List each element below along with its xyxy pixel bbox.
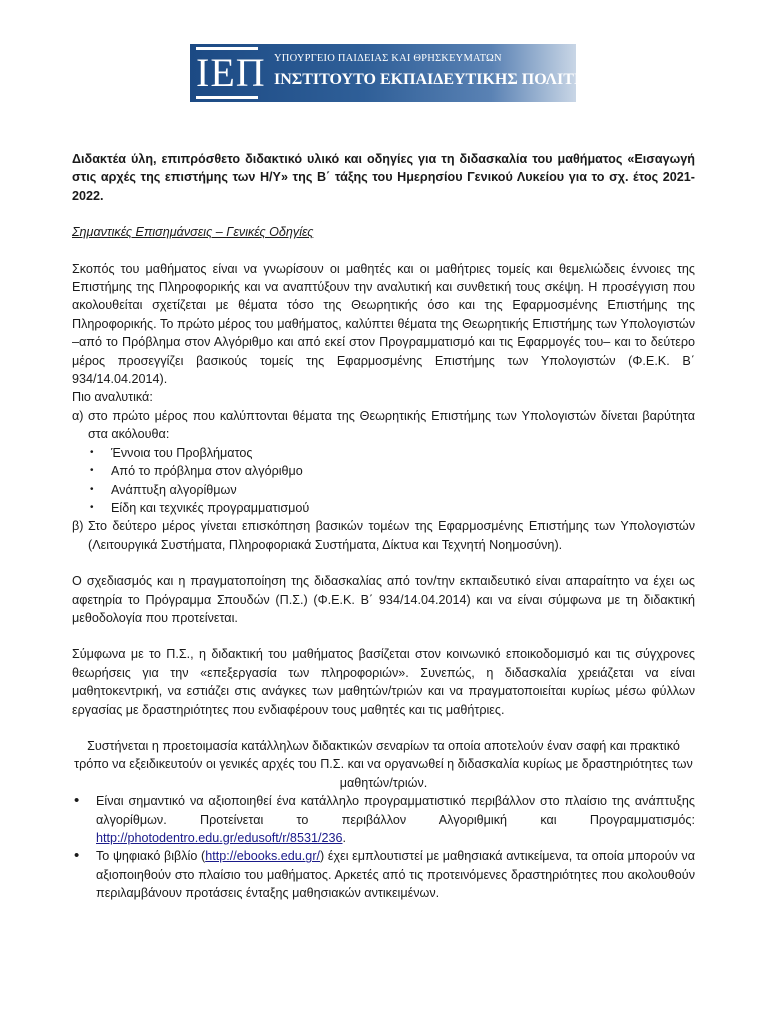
list-item-a: [72, 407, 695, 444]
document-title: Διδακτέα ύλη, επιπρόσθετο διδακτικό υλικό και οδηγίες για τη διδασκαλία του μαθήματος «Εισαγωγή στις αρχές της επιστήμης των Η/Υ» της Β΄ τάξης του Ημερησίου Γενικού Λυκείου για το σχ. έτος 2021-2022.: [72, 152, 695, 203]
topic-item: • Έννοια του Προβλήματος: [88, 444, 695, 462]
item-a-marker: α): [72, 408, 84, 423]
logo-letters: ΙΕΠ: [196, 50, 266, 95]
topic-item: • Είδη και τεχνικές προγραμματισμού: [88, 499, 695, 517]
paragraph-scenarios: Συστήνεται η προετοιμασία κατάλληλων διδακτικών σεναρίων τα οποία αποτελούν έναν σαφή και πρακτικό τρόπο να εξειδικευτούν οι γενικές αρχές του Π.Σ. και να οργανωθεί η διδασκαλία κυρίως με δραστηριότητες των μαθητών/τριών.: [74, 738, 693, 790]
item-a-text: στο πρώτο μέρος που καλύπτονται θέματα της Θεωρητικής Επιστήμης των Υπολογιστών δίνεται βαρύτητα στα ακόλουθα:: [88, 408, 695, 442]
ministry-name: ΥΠΟΥΡΓΕΙΟ ΠΑΙΔΕΙΑΣ ΚΑΙ ΘΡΗΣΚΕΥΜΑΤΩΝ: [274, 53, 502, 64]
document-body: [72, 150, 695, 903]
institute-name: ΙΝΣΤΙΤΟΥΤΟ ΕΚΠΑΙΔΕΥΤΙΚΗΣ ΠΟΛΙΤΙΚΗΣ: [274, 71, 616, 88]
iep-logo: [196, 47, 266, 99]
recommendations-list: [72, 792, 695, 902]
paragraph-more: Πιο αναλυτικά:: [72, 390, 153, 405]
paragraph-didactics: Σύμφωνα με το Π.Σ., η διδακτική του μαθήματος βασίζεται στον κοινωνικό εποικοδομισμό και τις σύγχρονες θεωρήσεις για την «επεξεργασία των πληροφοριών». Συνεπώς, η διδασκαλία χρειάζεται να είναι μαθητοκεντρική, να εστιάζει στις ανάγκες των μαθητών/τριών και να πραγματοποιείται κυρίως μέσω φύλλων εργασίας με δραστηριότητες που ενδιαφέρουν τους μαθητές και τις μαθήτριες.: [72, 647, 695, 717]
photodentro-link[interactable]: http://photodentro.edu.gr/edusoft/r/8531/236: [96, 831, 343, 845]
list-item-b: [72, 517, 695, 554]
topic-item: • Ανάπτυξη αλγορίθμων: [88, 481, 695, 499]
paragraph-design: Ο σχεδιασμός και η πραγματοποίηση της διδασκαλίας από τον/την εκπαιδευτικό είναι απαραίτητο να έχει ως αφετηρία το Πρόγραμμα Σπουδών (Π.Σ.) (Φ.Ε.Κ. Β΄ 934/14.04.2014) και να είναι σύμφωνα με τη διδακτική μεθοδολογία που προτείνεται.: [72, 574, 695, 625]
link-trailing: .: [342, 831, 346, 845]
recommendation-item: [72, 847, 695, 902]
first-part-topics: [72, 444, 695, 518]
item-b-text: Στο δεύτερο μέρος γίνεται επισκόπηση βασικών τομέων της Εφαρμοσμένης Επιστήμης των Υπολογιστών (Λειτουργικά Συστήματα, Πληροφοριακά Συστήματα, Δίκτυα και Τεχνητή Νοημοσύνη).: [88, 519, 695, 552]
ebooks-link[interactable]: http://ebooks.edu.gr/: [205, 849, 321, 864]
recommendation-text: Είναι σημαντικό να αξιοποιηθεί ένα κατάλληλο προγραμματιστικό περιβάλλον στο πλαίσιο της ανάπτυξης αλγορίθμων. Προτείνεται το περιβάλλον Αλγοριθμική και Προγραμματισμός:: [96, 794, 695, 827]
paragraph-purpose: Σκοπός του μαθήματος είναι να γνωρίσουν οι μαθητές και οι μαθήτριες τομείς και θεμελιώδεις έννοιες της Επιστήμης της Πληροφορικής και να αναπτύξουν την αναλυτική και συνθετική τους σκέψη. Η προσέγγιση που ακολουθείται σχετίζεται με θέματα τόσο της Θεωρητικής όσο και της Εφαρμοσμένης Επιστήμης της Πληροφορικής. Το πρώτο μέρος του μαθήματος, καλύπτει θέματα της Θεωρητικής Επιστήμης των Υπολογιστών –από το Πρόβλημα στον Αλγόριθμο και από εκεί στον Προγραμματισμό και τις Εφαρμογές του– και το δεύτερο μέρος προσεγγίζει βασικούς τομείς της Εφαρμοσμένης Επιστήμης των Υπολογιστών (Φ.Ε.Κ. Β΄ 934/14.04.2014).: [72, 261, 695, 387]
logo-bottom-rule: [196, 96, 258, 99]
recommendation-item: [72, 792, 695, 847]
topic-item: • Από το πρόβλημα στον αλγόριθμο: [88, 462, 695, 480]
ebook-text-after: ) έχει εμπλουτιστεί με μαθησιακά αντικείμενα, τα οποία μπορούν να αξιοποιηθούν στο πλαίσιο του μαθήματος. Αρκετές από τις προτεινόμενες δραστηριότητες που ακολουθούν περιλαμβάνουν προτάσεις ένταξης μαθησιακών αντικειμένων.: [96, 849, 695, 901]
section-heading: Σημαντικές Επισημάνσεις – Γενικές Οδηγίες: [72, 225, 314, 240]
ebook-text-before: Το ψηφιακό βιβλίο (: [96, 849, 206, 864]
header-banner: [190, 44, 616, 102]
item-b-marker: β): [72, 519, 84, 534]
